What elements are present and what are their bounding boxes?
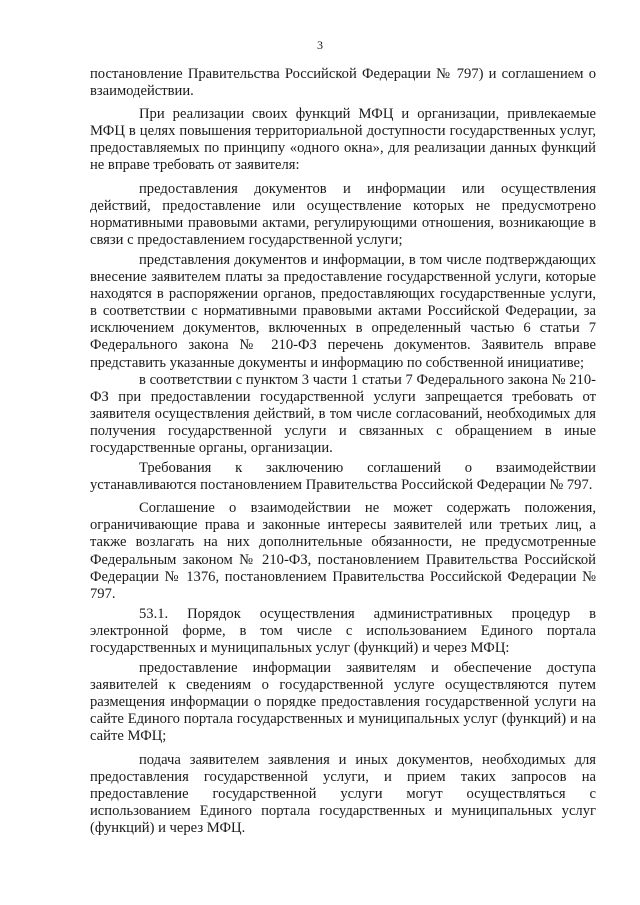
- paragraph-application-submission: подача заявителем заявления и иных документов, необходимых для предоставления государственной услуги, и прием таких запросов на предоставление государственной услуги могут осуществляться с использованием Единого портала государственных и муниципальных услуг (функций) и через МФЦ.: [90, 751, 596, 836]
- paragraph-agreement-limits: Соглашение о взаимодействии не может содержать положения, ограничивающие права и законные интересы заявителей или третьих лиц, а также возлагать на них дополнительные обязанности, не предусмотренные Федеральным законом № 210-ФЗ, постановлением Правительства Российской Федерации № 1376, постановлением Правительства Российской Федерации № 797.: [90, 500, 596, 602]
- paragraph-information-access: предоставление информации заявителям и обеспечение доступа заявителей к сведениям о государственной услуге осуществляются путем размещения информации о порядке предоставления государственной услуги на сайте Единого портала государственных и муниципальных услуг (функций) и на сайте МФЦ;: [90, 660, 596, 745]
- page-number: 3: [317, 38, 323, 52]
- document-body: [90, 66, 596, 837]
- paragraph-documents-actions: предоставления документов и информации или осуществления действий, предоставление или осуществление которых не предусмотрено нормативными правовыми актами, регулирующими отношения, возникающие в связи с предоставлением государственной услуги;: [90, 180, 596, 248]
- paragraph-agreement-requirements: Требования к заключению соглашений о взаимодействии устанавливаются постановлением Правительства Российской Федерации № 797.: [90, 460, 596, 494]
- paragraph-documents-information: представления документов и информации, в том числе подтверждающих внесение заявителем платы за предоставление государственной услуги, которые находятся в распоряжении органов, предоставляющих государственные услуги, в соответствии с нормативными правовыми актами Российской Федерации, за исключением документов, включенных в определенный частью 6 статьи 7 Федерального закона № 210-ФЗ перечень документов. Заявитель вправе представить указанные документы и информацию по собственной инициативе;: [90, 251, 596, 371]
- paragraph-continuation: постановление Правительства Российской Федерации № 797) и соглашением о взаимодействии.: [90, 66, 596, 100]
- paragraph-section-53-1: 53.1. Порядок осуществления административных процедур в электронной форме, в том числе с использованием Единого портала государственных и муниципальных услуг (функций) и через МФЦ:: [90, 605, 596, 656]
- paragraph-article-7: в соответствии с пунктом 3 части 1 статьи 7 Федерального закона № 210-ФЗ при предоставлении государственной услуги запрещается требовать от заявителя осуществления действий, в том числе согласований, необходимых для получения государственной услуги и связанных с обращением в иные государственные органы, организации.: [90, 371, 596, 456]
- paragraph-mfc-functions: При реализации своих функций МФЦ и организации, привлекаемые МФЦ в целях повышения территориальной доступности государственных услуг, предоставляемых по принципу «одного окна», для реализации данных функций не вправе требовать от заявителя:: [90, 106, 596, 174]
